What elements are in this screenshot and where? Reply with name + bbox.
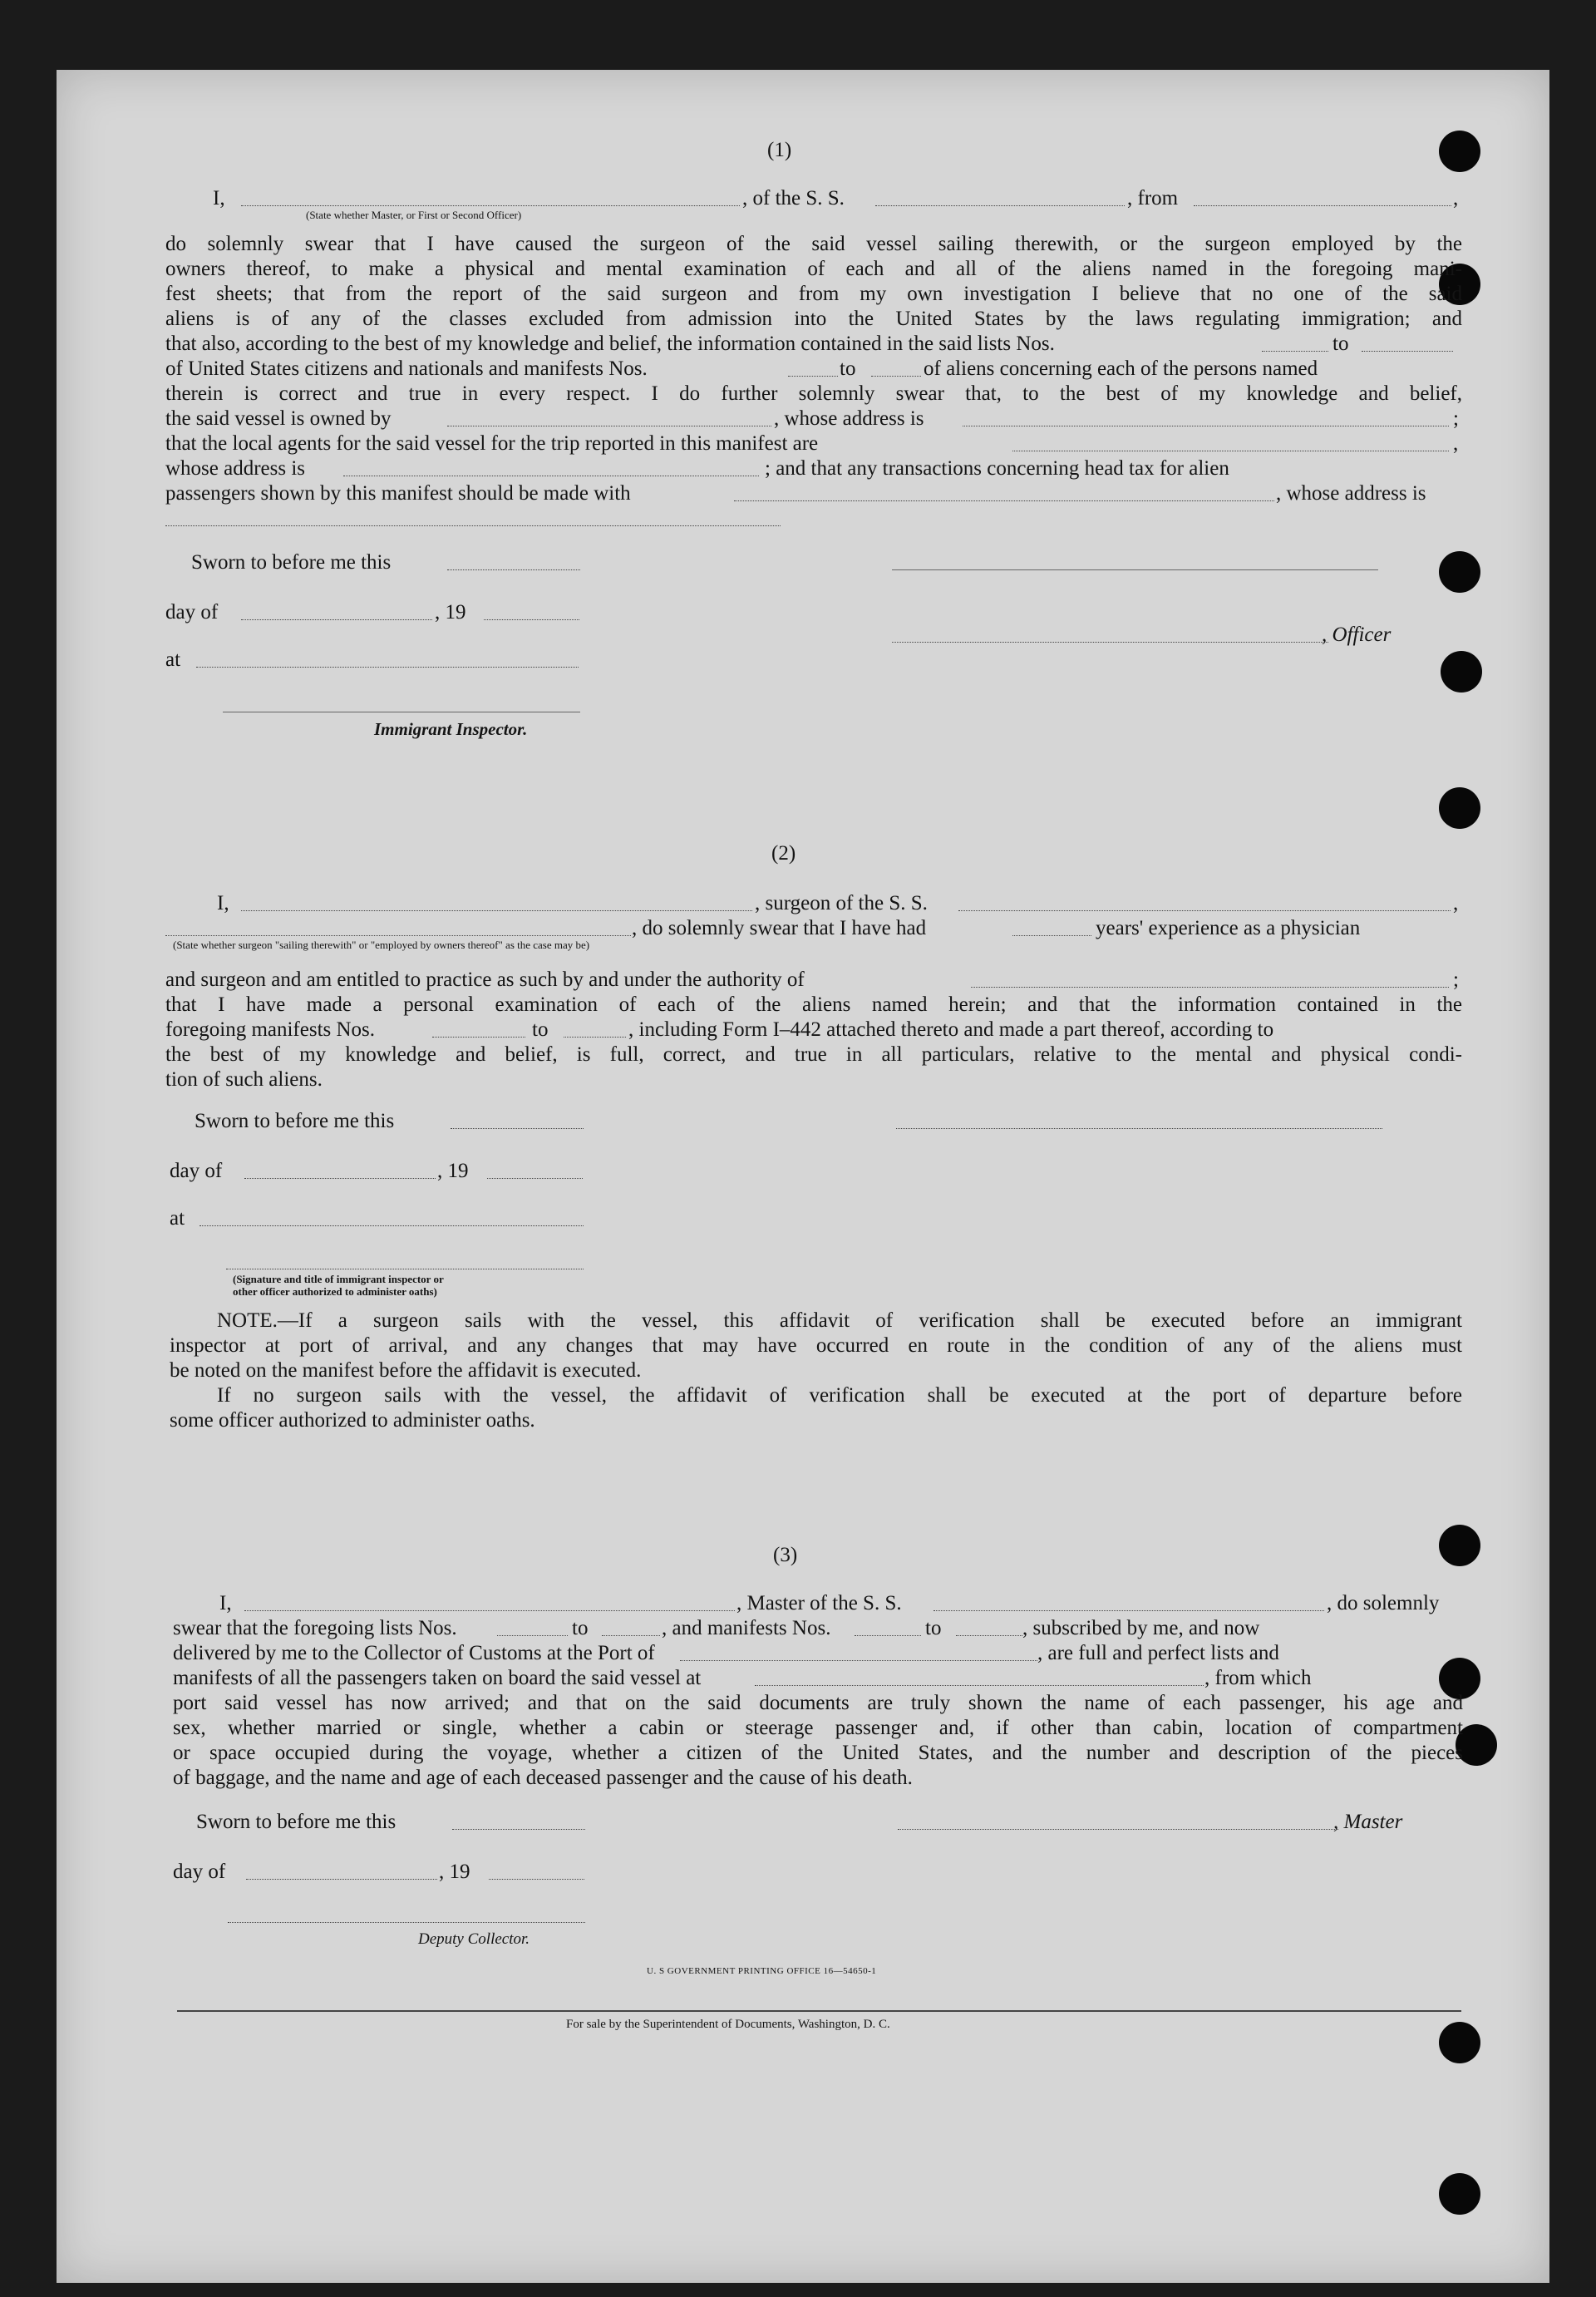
punch-hole xyxy=(1439,787,1480,829)
oath-2-swear: , do solemnly swear that I have had xyxy=(632,917,927,939)
section-3-number: (3) xyxy=(773,1544,798,1566)
sworn-label: Sworn to before me this xyxy=(196,1811,397,1833)
oath-3-full-perfect: , are full and perfect lists and xyxy=(1037,1642,1279,1664)
oath-3-line: delivered by me to the Collector of Customs at the Port of xyxy=(173,1642,655,1664)
oath-2-surgeon-of: , surgeon of the S. S. xyxy=(755,892,928,914)
oath-3-line: port said vessel has now arrived; and that on the said documents are truly shown the name of each passenger, his age and xyxy=(173,1692,1463,1714)
sale-notice: For sale by the Superintendent of Documents, Washington, D. C. xyxy=(566,2018,890,2031)
punch-hole xyxy=(1439,551,1480,593)
oath-1-line: that the local agents for the said vessel for the trip reported in this manifest are xyxy=(165,432,819,455)
day-of-label: day of xyxy=(165,601,219,624)
year-label: , 19 xyxy=(439,1861,470,1883)
section-1-number: (1) xyxy=(767,139,792,161)
year-label: , 19 xyxy=(435,601,466,624)
section-2-number: (2) xyxy=(771,842,796,865)
day-of-label: day of xyxy=(170,1160,223,1182)
oath-2-caption: (State whether surgeon "sailing therewith" or "employed by owners thereof" as the case may be) xyxy=(173,939,590,951)
oath-1-whose-address-is: , whose address is xyxy=(1276,482,1426,505)
oath-2-comma: , xyxy=(1453,892,1459,914)
oath-3-to: to xyxy=(572,1617,589,1639)
oath-3-master-of: , Master of the S. S. xyxy=(736,1592,902,1614)
oath-1-end-comma: , xyxy=(1453,187,1459,209)
oath-1-semicolon: ; xyxy=(1453,407,1459,430)
oath-2-semicolon: ; xyxy=(1453,969,1459,991)
oath-2-line: tion of such aliens. xyxy=(165,1068,323,1091)
oath-1-whose-address: , whose address is xyxy=(774,407,924,430)
document-page xyxy=(57,70,1549,2283)
oath-2-line: and surgeon and am entitled to practice as such by and under the authority of xyxy=(165,969,805,991)
punch-hole xyxy=(1439,2173,1480,2215)
at-label: at xyxy=(165,648,181,671)
oath-1-to-2: to xyxy=(840,357,856,380)
note-line: some officer authorized to administer oaths. xyxy=(170,1409,535,1432)
note-line: inspector at port of arrival, and any changes that may have occurred en route in the condition of any of the aliens must xyxy=(170,1334,1462,1357)
sworn-label: Sworn to before me this xyxy=(195,1110,395,1132)
oath-1-to: to xyxy=(1332,333,1349,355)
oath-3-subscribed: , subscribed by me, and now xyxy=(1022,1617,1260,1639)
oath-3-line: swear that the foregoing lists Nos. xyxy=(173,1617,457,1639)
oath-3-to-2: to xyxy=(925,1617,942,1639)
note-line: NOTE.—If a surgeon sails with the vessel, this affidavit of verification shall be executed before an immigrant xyxy=(217,1309,1462,1332)
note-line: If no surgeon sails with the vessel, the affidavit of verification shall be executed at the port of departure before xyxy=(217,1384,1462,1407)
oath-3-and-manifests: , and manifests Nos. xyxy=(662,1617,831,1639)
oath-1-line: owners thereof, to make a physical and mental examination of each and all of the aliens named in the foregoing mani- xyxy=(165,258,1462,280)
oath-2-i: I, xyxy=(217,892,229,914)
oath-3-line: manifests of all the passengers taken on board the said vessel at xyxy=(173,1667,702,1689)
oath-1-head-tax: ; and that any transactions concerning head tax for alien xyxy=(765,457,1229,480)
oath-3-line: of baggage, and the name and age of each deceased passenger and the cause of his death. xyxy=(173,1767,913,1789)
oath-1-comma: , xyxy=(1453,432,1459,455)
printing-office-imprint: U. S GOVERNMENT PRINTING OFFICE 16—54650-1 xyxy=(647,1966,877,1976)
oath-1-line: fest sheets; that from the report of the said surgeon and from my own investigation I believe that no one of the said xyxy=(165,283,1462,305)
oath-1-line: that also, according to the best of my knowledge and belief, the information contained in the said lists Nos. xyxy=(165,333,1055,355)
oath-1-line: of United States citizens and nationals and manifests Nos. xyxy=(165,357,648,380)
oath-2-line: foregoing manifests Nos. xyxy=(165,1018,376,1041)
oath-3-line: sex, whether married or single, whether a cabin or steerage passenger and, if other than cabin, location of compartment xyxy=(173,1717,1463,1739)
at-label: at xyxy=(170,1207,185,1230)
signature-caption: other officer authorized to administer oaths) xyxy=(233,1285,437,1298)
oath-1-line: therein is correct and true in every respect. I do further solemnly swear that, to the best of my knowledge and belief, xyxy=(165,382,1462,405)
note-line: be noted on the manifest before the affidavit is executed. xyxy=(170,1359,642,1382)
oath-1-line: aliens is of any of the classes excluded from admission into the United States by the laws regulating immigration; and xyxy=(165,308,1462,330)
signature-caption: (Signature and title of immigrant inspector or xyxy=(233,1273,444,1285)
oath-1-i: I, xyxy=(213,187,225,209)
oath-2-line: the best of my knowledge and belief, is full, correct, and true in all particulars, relative to the mental and physical condi- xyxy=(165,1043,1462,1066)
punch-hole xyxy=(1439,1525,1480,1566)
day-of-label: day of xyxy=(173,1861,226,1883)
oath-1-of-aliens: of aliens concerning each of the persons named xyxy=(924,357,1318,380)
oath-1-line: passengers shown by this manifest should be made with xyxy=(165,482,631,505)
oath-3-from-which: , from which xyxy=(1204,1667,1312,1689)
year-label: , 19 xyxy=(437,1160,469,1182)
oath-1-of-ss: , of the S. S. xyxy=(742,187,845,209)
oath-3-do-solemnly: , do solemnly xyxy=(1327,1592,1440,1614)
oath-2-years: years' experience as a physician xyxy=(1096,917,1361,939)
oath-2-to: to xyxy=(532,1018,549,1041)
collector-label: Deputy Collector. xyxy=(418,1930,530,1948)
oath-1-line: whose address is xyxy=(165,457,306,480)
oath-3-i: I, xyxy=(219,1592,232,1614)
oath-2-line: that I have made a personal examination of each of the aliens named herein; and that the information contained in the xyxy=(165,993,1462,1016)
oath-1-from: , from xyxy=(1127,187,1179,209)
punch-hole xyxy=(1439,131,1480,172)
master-label: , Master xyxy=(1333,1811,1403,1833)
sworn-label: Sworn to before me this xyxy=(191,551,392,574)
officer-label: , Officer xyxy=(1322,624,1392,646)
punch-hole xyxy=(1439,2022,1480,2063)
oath-1-caption: (State whether Master, or First or Second Officer) xyxy=(306,209,522,221)
punch-hole xyxy=(1441,651,1482,693)
oath-2-form: , including Form I–442 attached thereto and made a part thereof, according to xyxy=(628,1018,1274,1041)
oath-3-line: or space occupied during the voyage, whether a citizen of the United States, and the number and description of the pieces xyxy=(173,1742,1463,1764)
oath-1-line: do solemnly swear that I have caused the surgeon of the said vessel sailing therewith, or the surgeon employed by the xyxy=(165,233,1462,255)
oath-1-line: the said vessel is owned by xyxy=(165,407,392,430)
inspector-label: Immigrant Inspector. xyxy=(374,719,528,739)
